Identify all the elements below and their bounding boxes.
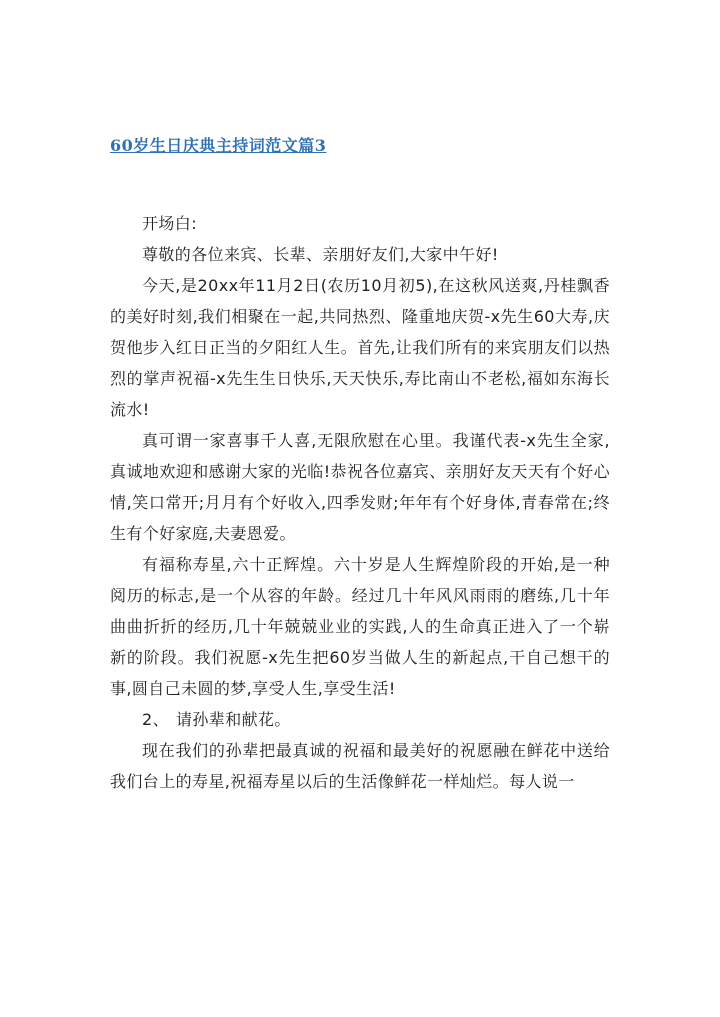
paragraph-blessing: 有福称寿星,六十正辉煌。六十岁是人生辉煌阶段的开始,是一种阅历的标志,是一个从容的年龄。经过几十年风风雨雨的磨练,几十年曲曲折折的经历,几十年兢兢业业的实践,人的生命真正进入了一个崭新的阶段。我们祝愿-x先生把60岁当做人生的新起点,干自己想干的事,圆自己未圆的梦,享受人生,享受生活!: [110, 555, 610, 698]
document-title: 60岁生日庆典主持词范文篇3: [110, 136, 327, 155]
list-item: [110, 704, 610, 735]
document-body: [110, 208, 610, 797]
paragraph-opening: 开场白:: [142, 214, 197, 233]
paragraph-flowers: 现在我们的孙辈把最真诚的祝福和最美好的祝愿融在鲜花中送给我们台上的寿星,祝福寿星以后的生活像鲜花一样灿烂。每人说一: [110, 741, 610, 791]
paragraph-family-thanks: 真可谓一家喜事千人喜,无限欣慰在心里。我谨代表-x先生全家,真诚地欢迎和感谢大家的光临!恭祝各位嘉宾、亲朋好友天天有个好心情,笑口常开;月月有个好收入,四季发财;年年有个好身体,青春常在;终生有个好家庭,夫妻恩爱。: [110, 431, 610, 543]
list-item-number: 2、: [142, 710, 169, 729]
list-item-text: 请孙辈和献花。: [176, 710, 291, 729]
paragraph-today: 今天,是20xx年11月2日(农历10月初5),在这秋风送爽,丹桂飘香的美好时刻,我们相聚在一起,共同热烈、隆重地庆贺-x先生60大寿,庆贺他步入红日正当的夕阳红人生。首先,让我们所有的来宾朋友们以热烈的掌声祝福-x先生生日快乐,天天快乐,寿比南山不老松,福如东海长流水!: [110, 276, 610, 419]
paragraph-greeting: 尊敬的各位来宾、长辈、亲朋好友们,大家中午好!: [142, 245, 499, 264]
